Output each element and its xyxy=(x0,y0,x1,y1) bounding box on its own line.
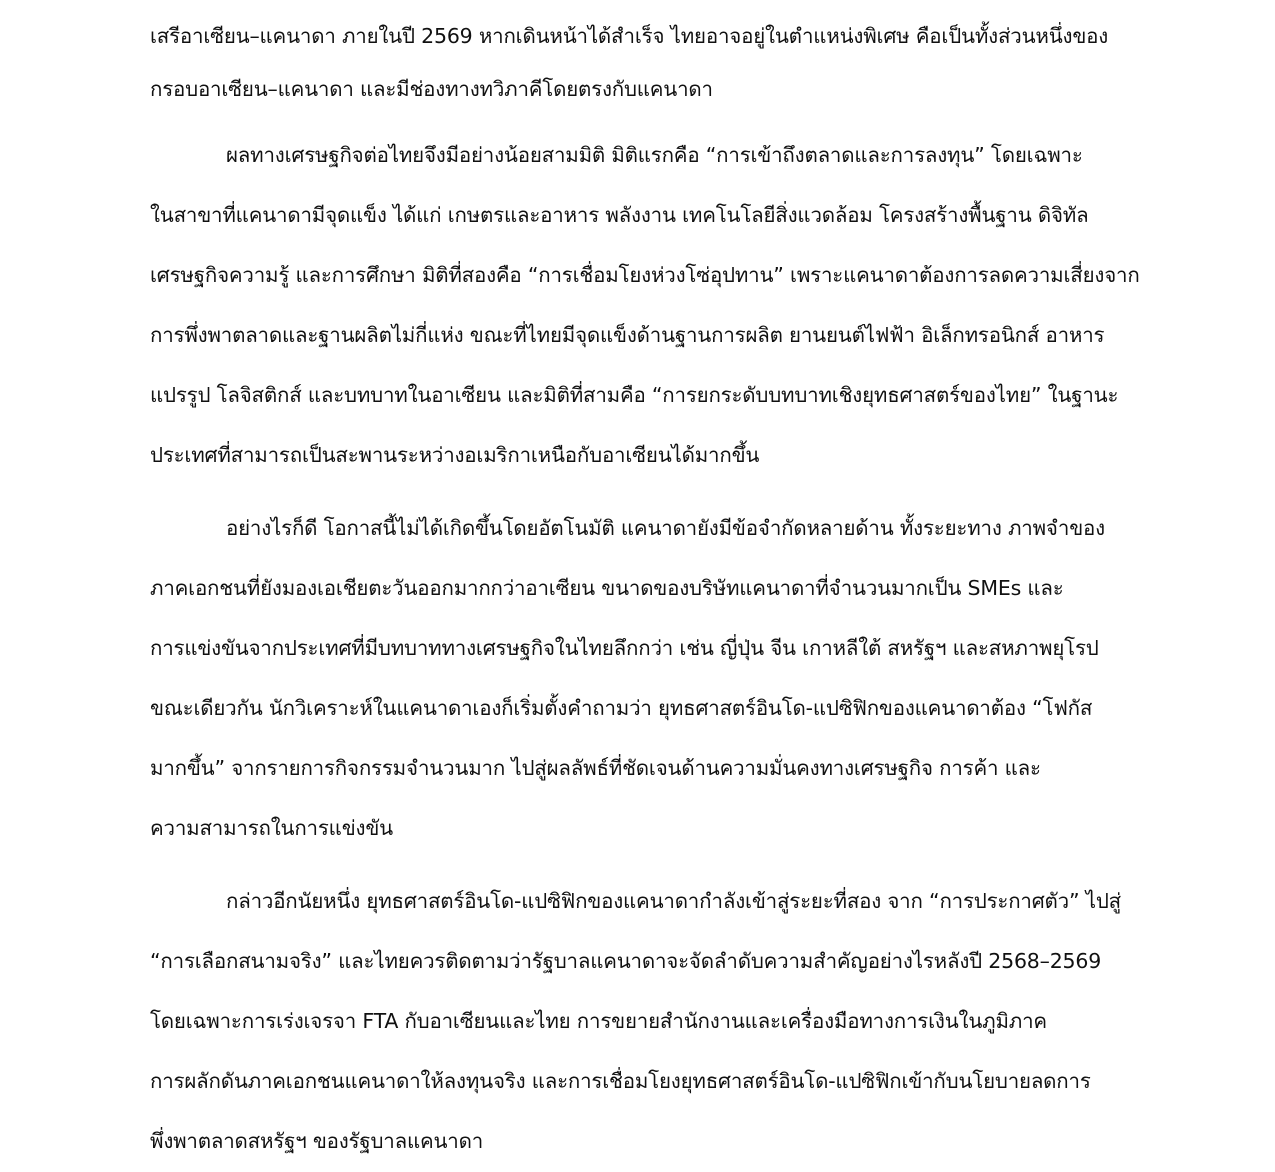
paragraph-4-line-4: การผลักดันภาคเอกชนแคนาดาให้ลงทุนจริง และการเชื่อมโยงยุทธศาสตร์อินโด-แปซิฟิกเข้ากับนโยบายลดการ xyxy=(150,1069,1091,1093)
paragraph-1-line-2: กรอบอาเซียน–แคนาดา และมีช่องทางทวิภาคีโดยตรงกับแคนาดา xyxy=(150,77,713,101)
paragraph-3-line-6: ความสามารถในการแข่งขัน xyxy=(150,816,393,840)
paragraph-4-line-2: “การเลือกสนามจริง” และไทยควรติดตามว่ารัฐบาลแคนาดาจะจัดลำดับความสำคัญอย่างไรหลังปี 2568–2569 xyxy=(150,949,1102,973)
paragraph-4-line-3: โดยเฉพาะการเร่งเจรจา FTA กับอาเซียนและไทย การขยายสำนักงานและเครื่องมือทางการเงินในภูมิภาค xyxy=(150,1009,1047,1033)
paragraph-2-line-6: ประเทศที่สามารถเป็นสะพานระหว่างอเมริกาเหนือกับอาเซียนได้มากขึ้น xyxy=(150,443,760,467)
paragraph-3-line-2: ภาคเอกชนที่ยังมองเอเชียตะวันออกมากกว่าอาเซียน ขนาดของบริษัทแคนาดาที่จำนวนมากเป็น SMEs และ xyxy=(150,576,1064,600)
paragraph-4-line-1: กล่าวอีกนัยหนึ่ง ยุทธศาสตร์อินโด-แปซิฟิกของแคนาดากำลังเข้าสู่ระยะที่สอง จาก “การประกาศตัว” ไปสู่ xyxy=(226,889,1121,913)
paragraph-1-line-1: เสรีอาเซียน–แคนาดา ภายในปี 2569 หากเดินหน้าได้สำเร็จ ไทยอาจอยู่ในตำแหน่งพิเศษ คือเป็นทั้งส่วนหนึ่งของ xyxy=(150,24,1109,48)
paragraph-2-line-5: แปรรูป โลจิสติกส์ และบทบาทในอาเซียน และมิติที่สามคือ “การยกระดับบทบาทเชิงยุทธศาสตร์ของไทย” ในฐานะ xyxy=(150,383,1119,407)
paragraph-2-line-4: การพึ่งพาตลาดและฐานผลิตไม่กี่แห่ง ขณะที่ไทยมีจุดแข็งด้านฐานการผลิต ยานยนต์ไฟฟ้า อิเล็กทรอนิกส์ อาหาร xyxy=(150,323,1105,347)
paragraph-2-line-2: ในสาขาที่แคนาดามีจุดแข็ง ได้แก่ เกษตรและอาหาร พลังงาน เทคโนโลยีสิ่งแวดล้อม โครงสร้างพื้นฐาน ดิจิทัล xyxy=(150,203,1089,227)
paragraph-2-line-3: เศรษฐกิจความรู้ และการศึกษา มิติที่สองคือ “การเชื่อมโยงห่วงโซ่อุปทาน” เพราะแคนาดาต้องการลดความเสี่ยงจาก xyxy=(150,263,1140,287)
paragraph-3-line-1: อย่างไรก็ดี โอกาสนี้ไม่ได้เกิดขึ้นโดยอัตโนมัติ แคนาดายังมีข้อจำกัดหลายด้าน ทั้งระยะทาง ภาพจำของ xyxy=(226,516,1105,540)
paragraph-3-line-4: ขณะเดียวกัน นักวิเคราะห์ในแคนาดาเองก็เริ่มตั้งคำถามว่า ยุทธศาสตร์อินโด-แปซิฟิกของแคนาดาต้อง “โฟกัส xyxy=(150,696,1093,720)
paragraph-4-line-5: พึ่งพาตลาดสหรัฐฯ ของรัฐบาลแคนาดา xyxy=(150,1129,484,1153)
paragraph-3-line-3: การแข่งขันจากประเทศที่มีบทบาททางเศรษฐกิจในไทยลึกกว่า เช่น ญี่ปุ่น จีน เกาหลีใต้ สหรัฐฯ และสหภาพยุโรป xyxy=(150,636,1099,660)
paragraph-3-line-5: มากขึ้น” จากรายการกิจกรรมจำนวนมาก ไปสู่ผลลัพธ์ที่ชัดเจนด้านความมั่นคงทางเศรษฐกิจ การค้า และ xyxy=(150,756,1041,780)
paragraph-2-line-1: ผลทางเศรษฐกิจต่อไทยจึงมีอย่างน้อยสามมิติ มิติแรกคือ “การเข้าถึงตลาดและการลงทุน” โดยเฉพาะ xyxy=(226,143,1083,167)
